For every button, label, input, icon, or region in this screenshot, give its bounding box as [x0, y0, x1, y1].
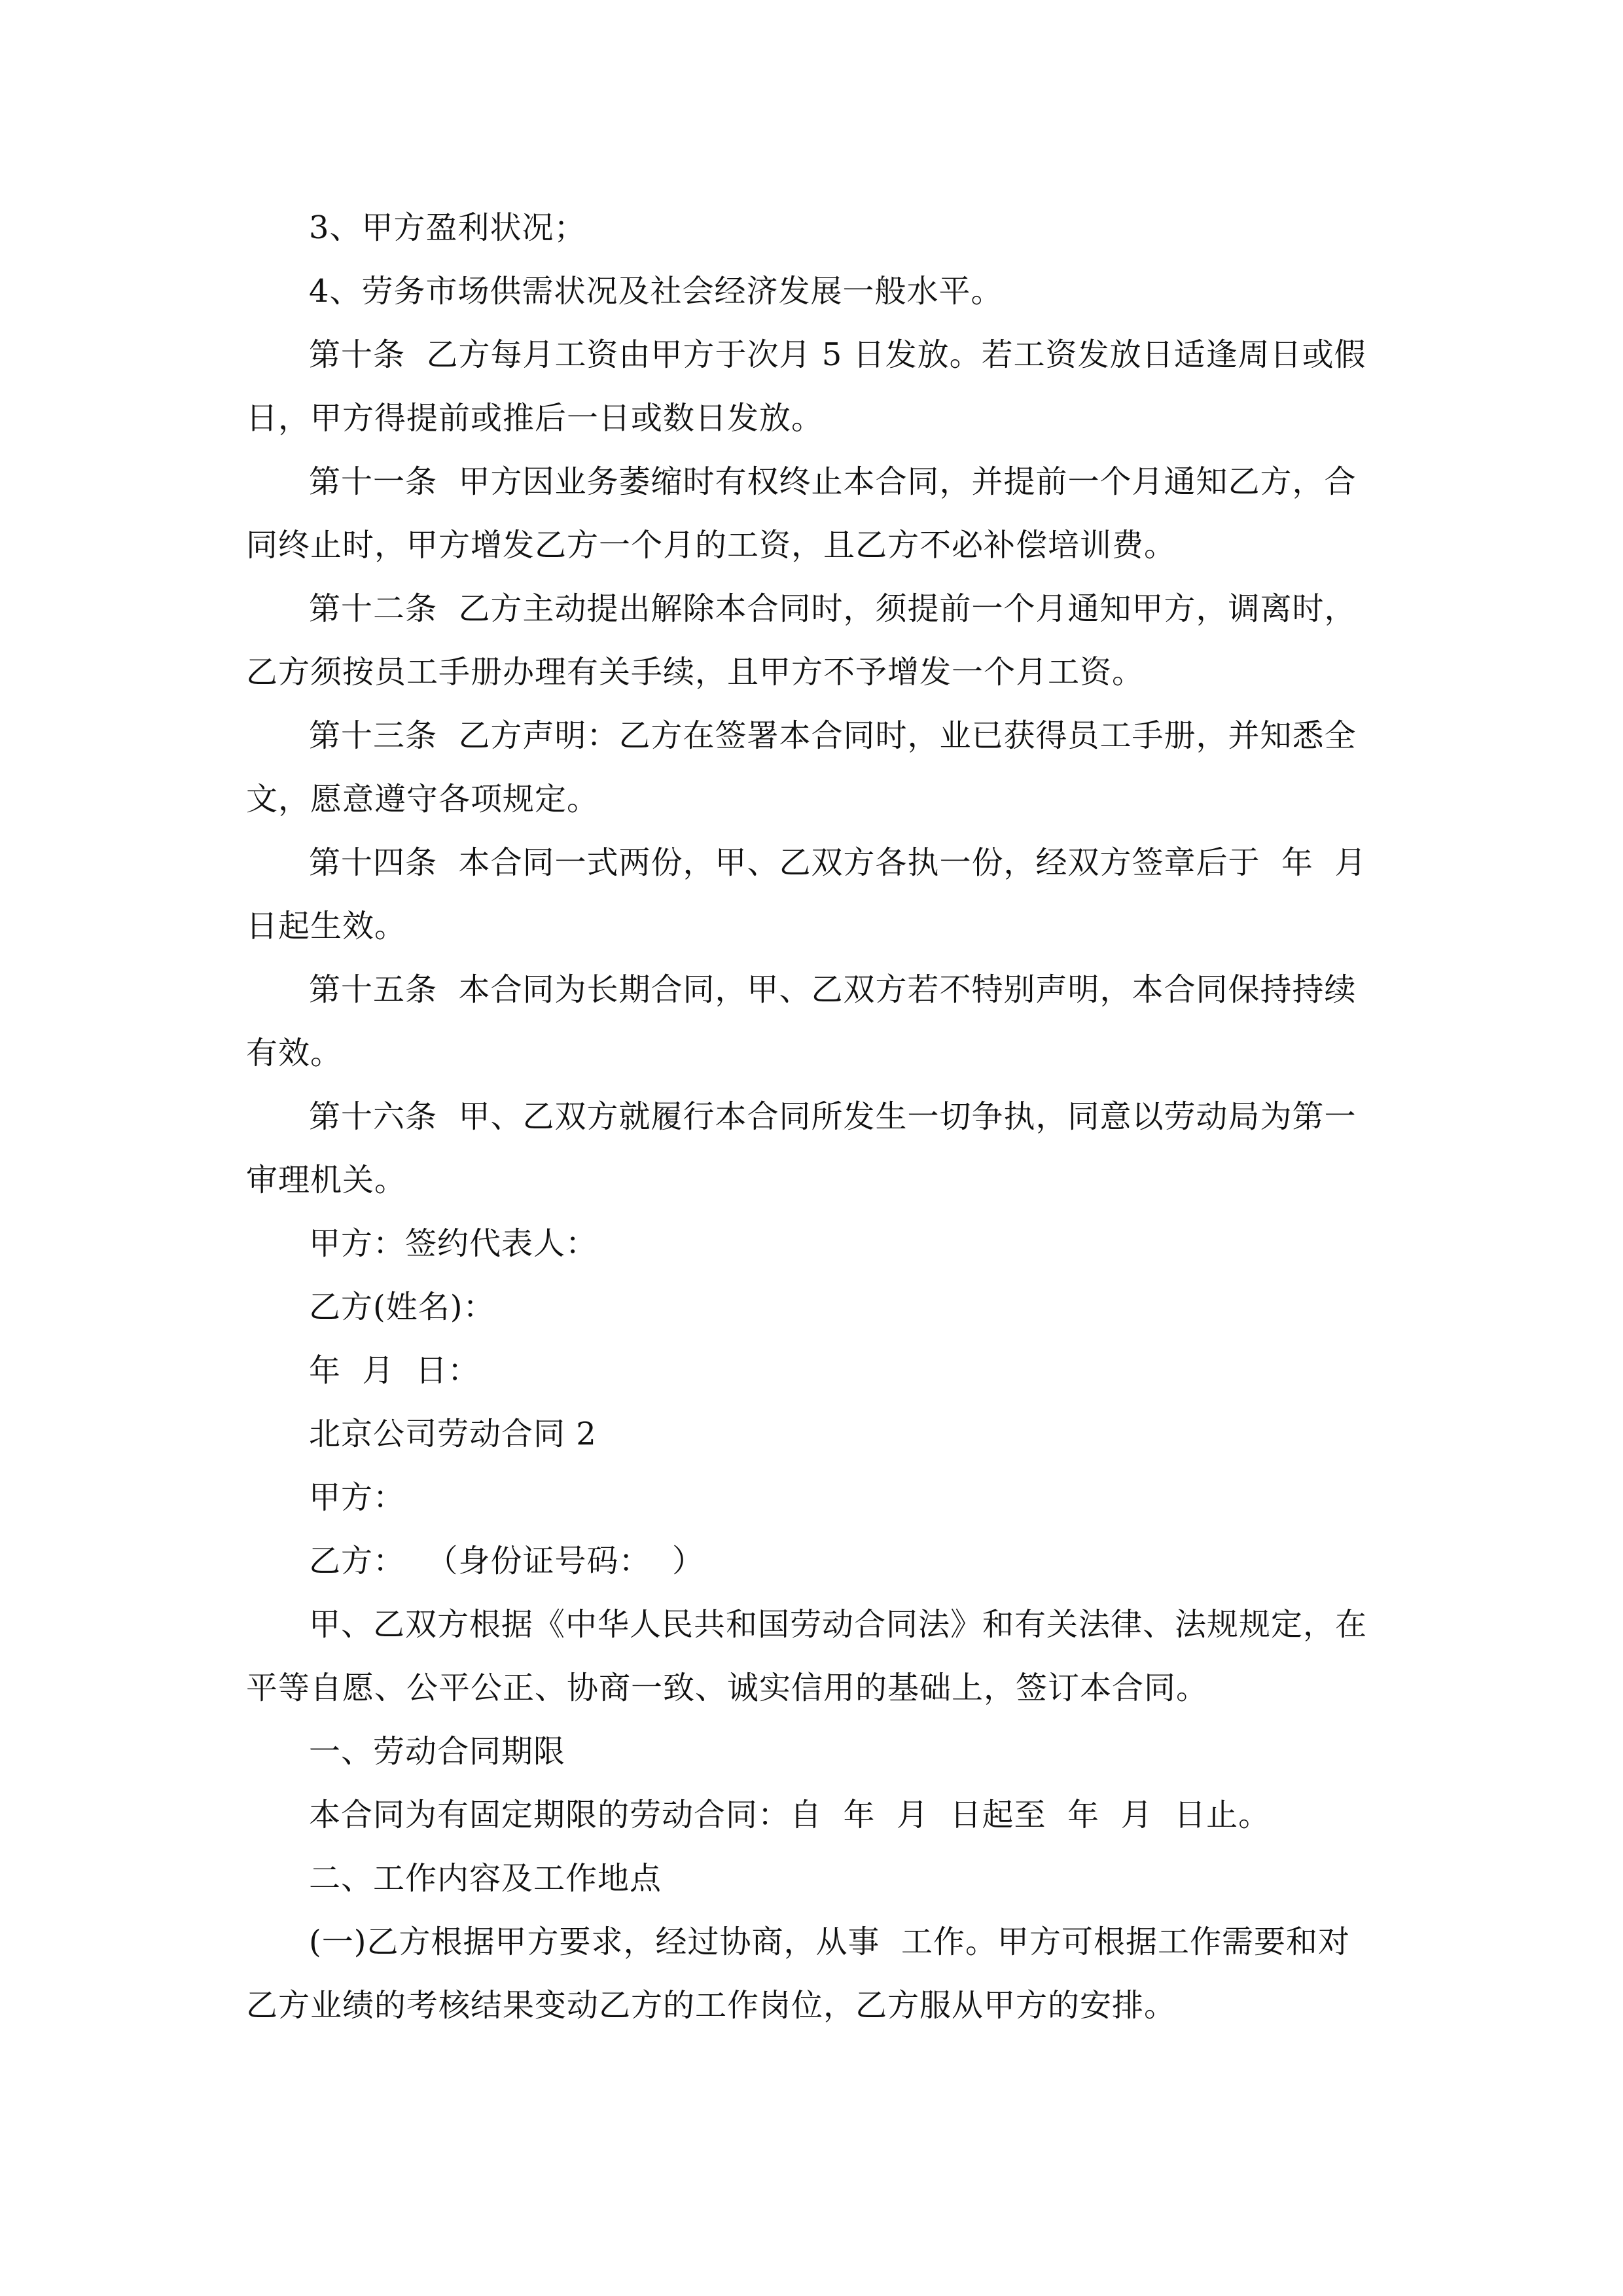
- paragraph: 4、劳务市场供需状况及社会经济发展一般水平。: [309, 273, 1003, 310]
- paragraph: 第十条 乙方每月工资由甲方于次月 5 日发放。若工资发放日适逢周日或假日，甲方得提前或推后一日或数日发放。: [246, 336, 1366, 437]
- paragraph: 第十一条 甲方因业务萎缩时有权终止本合同，并提前一个月通知乙方，合同终止时，甲方增发乙方一个月的工资，且乙方不必补偿培训费。: [246, 463, 1357, 564]
- paragraph: 乙方： （身份证号码： ）: [309, 1543, 705, 1579]
- paragraph: 第十五条 本合同为长期合同，甲、乙双方若不特别声明，本合同保持持续有效。: [246, 971, 1357, 1071]
- section-heading: 一、劳动合同期限: [309, 1733, 566, 1770]
- paragraph: 第十二条 乙方主动提出解除本合同时，须提前一个月通知甲方，调离时，乙方须按员工手册办理有关手续，且甲方不予增发一个月工资。: [246, 590, 1357, 691]
- paragraph: 本合同为有固定期限的劳动合同：自 年 月 日起至 年 月 日止。: [309, 1797, 1271, 1833]
- paragraph: 年 月 日：: [309, 1352, 480, 1389]
- paragraph: 甲、乙双方根据《中华人民共和国劳动合同法》和有关法律、法规规定，在平等自愿、公平公正、协商一致、诚实信用的基础上，签订本合同。: [246, 1606, 1368, 1706]
- section-heading: 二、工作内容及工作地点: [309, 1860, 662, 1897]
- paragraph: 3、甲方盈利状况；: [309, 209, 586, 246]
- paragraph: 第十四条 本合同一式两份，甲、乙双方各执一份，经双方签章后于 年 月日起生效。: [246, 844, 1367, 944]
- paragraph: 第十六条 甲、乙双方就履行本合同所发生一切争执，同意以劳动局为第一审理机关。: [246, 1098, 1357, 1198]
- paragraph: (一)乙方根据甲方要求，经过协商，从事 工作。甲方可根据工作需要和对乙方业绩的考核结果变动乙方的工作岗位，乙方服从甲方的安排。: [246, 1924, 1350, 2024]
- paragraph: 乙方(姓名)：: [309, 1289, 495, 1325]
- section-title: 北京公司劳动合同 2: [309, 1416, 597, 1452]
- document-body: [246, 196, 1380, 2037]
- paragraph: 甲方：: [309, 1479, 406, 1516]
- paragraph: 第十三条 乙方声明：乙方在签署本合同时，业已获得员工手册，并知悉全文，愿意遵守各项规定。: [246, 717, 1357, 817]
- paragraph: 甲方：签约代表人：: [309, 1225, 598, 1262]
